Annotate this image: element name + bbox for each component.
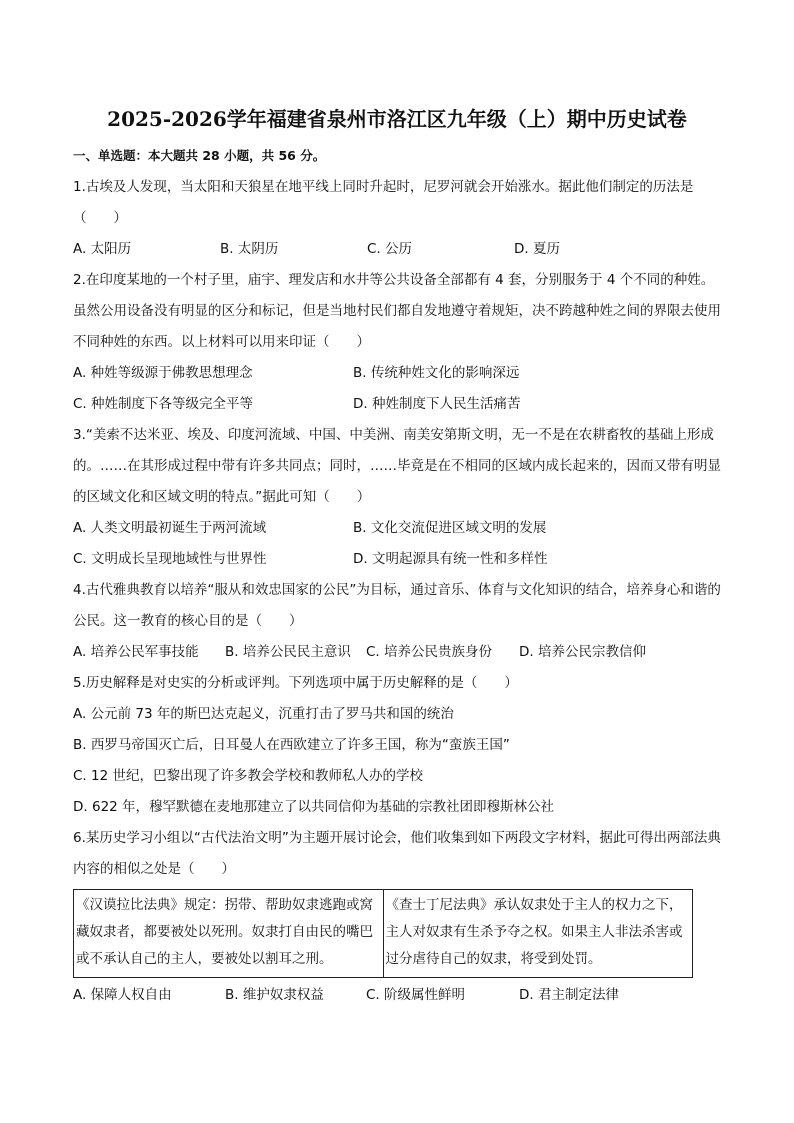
option-b: B. 传统种姓文化的影响深远 (353, 365, 520, 381)
option-row (73, 389, 723, 420)
page-title: 2025-2026学年福建省泉州市洛江区九年级（上）期中历史试卷 (107, 107, 687, 131)
option-a: A. 培养公民军事技能 (73, 644, 199, 660)
option-d: D. 君主制定法律 (519, 987, 619, 1003)
question-stem: 4.古代雅典教育以培养“服从和效忠国家的公民”为目标，通过音乐、体育与文化知识的结合，培养身心和谐的公民。这一教育的核心目的是（ ） (73, 582, 721, 629)
option-d: D. 文明起源具有统一性和多样性 (353, 551, 548, 567)
option-d: D. 培养公民宗教信仰 (519, 644, 646, 660)
option-a: A. 人类文明最初诞生于两河流域 (73, 520, 267, 536)
option-b: B. 文化交流促进区域文明的发展 (353, 520, 547, 536)
source-material-table (73, 889, 693, 978)
option-b: B. 西罗马帝国灭亡后，日耳曼人在西欧建立了许多王国，称为“蛮族王国” (73, 737, 510, 753)
question-stem: 6.某历史学习小组以“古代法治文明”为主题开展讨论会，他们收集到如下两段文字材料，据此可得出两部法典内容的相似之处是（ ） (73, 830, 721, 877)
option-b: B. 维护奴隶权益 (225, 987, 324, 1003)
option-d: D. 622 年，穆罕默德在麦地那建立了以共同信仰为基础的宗教社团即穆斯林公社 (73, 799, 555, 815)
option-row (73, 980, 723, 1011)
source-hammurabi-code: 《汉谟拉比法典》规定：拐带、帮助奴隶逃跑或窝藏奴隶者，都要被处以死刑。奴隶打自由民的嘴巴或不承认自己的主人，要被处以割耳之刑。 (74, 890, 384, 978)
option-c: C. 阶级属性鲜明 (366, 987, 466, 1003)
question-stem: 1.古埃及人发现，当太阳和天狼星在地平线上同时升起时，尼罗河就会开始涨水。据此他们制定的历法是（ ） (73, 179, 694, 226)
option-a: A. 太阳历 (73, 241, 132, 257)
question-stem: 2.在印度某地的一个村子里，庙宇、理发店和水井等公共设备全部都有 4 套，分别服务于 4 个不同的种姓。虽然公用设备没有明显的区分和标记，但是当地村民们都自发地遵守着规矩，决不跨越种姓之间的界限去使用不同种姓的东西。以上材料可以用来印证（ ） (73, 272, 721, 350)
question-stem: 3.“美索不达米亚、埃及、印度河流域、中国、中美洲、南美安第斯文明，无一不是在农耕畜牧的基础上形成的。……在其形成过程中带有许多共同点；同时，……毕竟是在不相同的区域内成长起来的，因而又带有明显的区域文化和区域文明的特点。”据此可知（ ） (73, 427, 721, 505)
option-row (73, 637, 723, 668)
option-a: A. 保障人权自由 (73, 987, 172, 1003)
option-c: C. 公历 (367, 241, 413, 257)
option-c: C. 种姓制度下各等级完全平等 (73, 396, 254, 412)
option-row (73, 513, 723, 544)
option-b: B. 培养公民民主意识 (225, 644, 351, 660)
option-row (73, 234, 723, 265)
question-3 (73, 420, 723, 575)
question-6 (73, 823, 723, 1011)
option-a: A. 种姓等级源于佛教思想理念 (73, 365, 253, 381)
question-1 (73, 172, 723, 265)
option-d: D. 夏历 (514, 241, 560, 257)
question-5 (73, 668, 723, 823)
option-a: A. 公元前 73 年的斯巴达克起义，沉重打击了罗马共和国的统治 (73, 706, 454, 722)
option-d: D. 种姓制度下人民生活痛苦 (353, 396, 521, 412)
option-row (73, 544, 723, 575)
option-row (73, 358, 723, 389)
source-justinian-code: 《查士丁尼法典》承认奴隶处于主人的权力之下，主人对奴隶有生杀予夺之权。如果主人非法杀害或过分虐待自己的奴隶，将受到处罚。 (383, 890, 693, 978)
question-4 (73, 575, 723, 668)
question-stem: 5.历史解释是对史实的分析或评判。下列选项中属于历史解释的是（ ） (73, 675, 518, 691)
question-2 (73, 265, 723, 420)
option-b: B. 太阴历 (220, 241, 279, 257)
option-c: C. 12 世纪，巴黎出现了许多教会学校和教师私人办的学校 (73, 768, 423, 784)
section-heading: 一、单选题：本大题共 28 小题，共 56 分。 (73, 148, 326, 163)
option-c: C. 培养公民贵族身份 (366, 644, 493, 660)
question-list (73, 172, 723, 1011)
option-c: C. 文明成长呈现地域性与世界性 (73, 551, 267, 567)
